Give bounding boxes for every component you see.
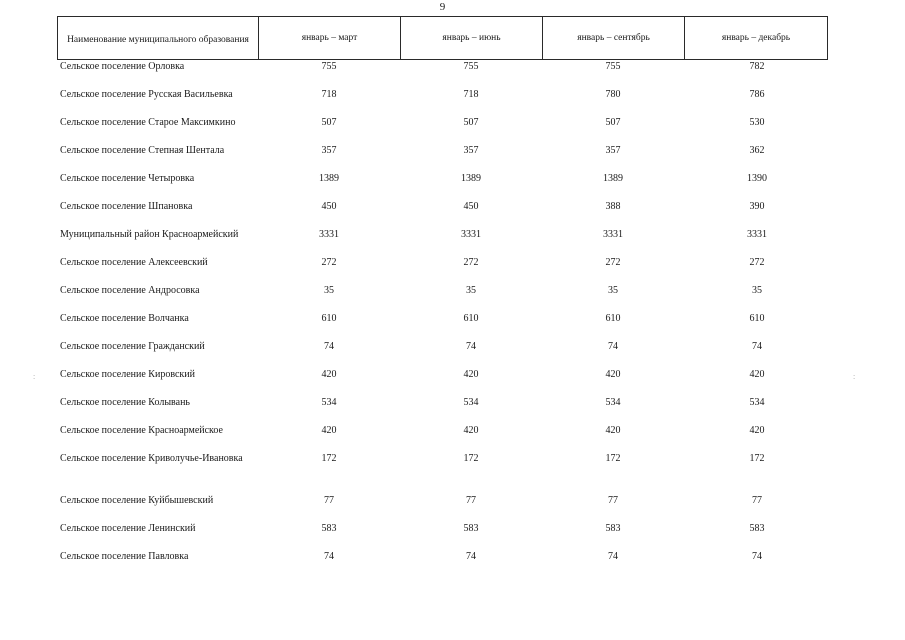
header-jan-sep: январь – сентябрь [543,17,685,59]
municipality-name: Сельское поселение Криволучье-Ивановка [60,453,243,464]
table-row [57,88,828,116]
value-cell: 755 [321,61,337,72]
header-jan-jun: январь – июнь [401,17,543,59]
value-cell: 782 [749,61,765,72]
value-cell: 3331 [319,229,339,240]
value-cell: 1389 [603,173,623,184]
value-cell: 610 [463,313,479,324]
value-cell: 272 [605,257,621,268]
value-cell: 77 [608,495,618,506]
table-row [57,228,828,256]
municipality-name: Сельское поселение Гражданский [60,341,205,352]
value-cell: 74 [324,341,334,352]
header-jan-dec: январь – декабрь [721,33,791,43]
value-cell: 1390 [747,173,767,184]
value-cell: 507 [605,117,621,128]
header-municipality: Наименование муниципального образования [58,17,259,59]
municipality-name: Сельское поселение Красноармейское [60,425,223,436]
value-cell: 74 [466,551,476,562]
page-number: 9 [439,1,446,13]
value-cell: 507 [321,117,337,128]
value-cell: 718 [321,89,337,100]
value-cell: 755 [463,61,479,72]
municipality-name: Сельское поселение Старое Максимкино [60,117,236,128]
value-cell: 172 [463,453,479,464]
value-cell: 172 [749,453,765,464]
value-cell: 35 [324,285,334,296]
value-cell: 718 [463,89,479,100]
value-cell: 420 [321,369,337,380]
value-cell: 74 [466,341,476,352]
municipality-name: Муниципальный район Красноармейский [60,229,239,240]
value-cell: 388 [605,201,621,212]
value-cell: 420 [749,369,765,380]
table-row [57,368,828,396]
value-cell: 420 [605,369,621,380]
value-cell: 755 [605,61,621,72]
value-cell: 3331 [461,229,481,240]
value-cell: 77 [752,495,762,506]
table-row [57,494,828,522]
municipality-name: Сельское поселение Степная Шентала [60,145,225,156]
value-cell: 583 [321,523,337,534]
value-cell: 362 [749,145,765,156]
value-cell: 450 [321,201,337,212]
value-cell: 786 [749,89,765,100]
table-row [57,284,828,312]
value-cell: 610 [321,313,337,324]
value-cell: 172 [605,453,621,464]
value-cell: 507 [463,117,479,128]
table-body [57,60,828,578]
value-cell: 35 [466,285,476,296]
value-cell: 74 [752,341,762,352]
statistics-table [57,16,828,578]
value-cell: 74 [752,551,762,562]
table-row [57,340,828,368]
table-row [57,396,828,424]
value-cell: 534 [321,397,337,408]
table-row [57,452,828,494]
value-cell: 272 [463,257,479,268]
table-row [57,116,828,144]
table-row [57,200,828,228]
table-header-row [57,16,828,60]
table-row [57,144,828,172]
municipality-name: Сельское поселение Волчанка [60,313,189,324]
value-cell: 390 [749,201,765,212]
value-cell: 272 [749,257,765,268]
municipality-name: Сельское поселение Андросовка [60,285,200,296]
value-cell: 420 [605,425,621,436]
value-cell: 74 [324,551,334,562]
municipality-name: Сельское поселение Четыровка [60,173,195,184]
table-row [57,522,828,550]
table-row [57,424,828,452]
value-cell: 35 [608,285,618,296]
municipality-name: Сельское поселение Русская Васильевка [60,89,233,100]
value-cell: 420 [463,369,479,380]
municipality-name: Сельское поселение Алексеевский [60,257,208,268]
municipality-name: Сельское поселение Павловка [60,551,189,562]
header-jan-mar: январь – март [259,17,401,59]
value-cell: 74 [608,341,618,352]
table-row [57,172,828,200]
municipality-name: Сельское поселение Шпановка [60,201,193,212]
value-cell: 534 [463,397,479,408]
value-cell: 420 [749,425,765,436]
value-cell: 77 [466,495,476,506]
value-cell: 534 [605,397,621,408]
value-cell: 357 [321,145,337,156]
value-cell: 1389 [461,173,481,184]
municipality-name: Сельское поселение Куйбышевский [60,495,214,506]
value-cell: 583 [463,523,479,534]
value-cell: 77 [324,495,334,506]
value-cell: 610 [749,313,765,324]
value-cell: 357 [605,145,621,156]
municipality-name: Сельское поселение Колывань [60,397,190,408]
table-row [57,256,828,284]
municipality-name: Сельское поселение Ленинский [60,523,196,534]
value-cell: 530 [749,117,765,128]
value-cell: 3331 [603,229,623,240]
table-row [57,312,828,340]
value-cell: 780 [605,89,621,100]
municipality-name: Сельское поселение Кировский [60,369,195,380]
scan-mark-right: : [853,372,856,381]
value-cell: 74 [608,551,618,562]
value-cell: 420 [321,425,337,436]
value-cell: 450 [463,201,479,212]
value-cell: 272 [321,257,337,268]
value-cell: 35 [752,285,762,296]
value-cell: 583 [605,523,621,534]
scan-mark-left: : [33,372,36,381]
value-cell: 357 [463,145,479,156]
table-row [57,550,828,578]
value-cell: 534 [749,397,765,408]
value-cell: 172 [321,453,337,464]
value-cell: 610 [605,313,621,324]
table-row [57,60,828,88]
municipality-name: Сельское поселение Орловка [60,61,185,72]
value-cell: 420 [463,425,479,436]
value-cell: 1389 [319,173,339,184]
value-cell: 583 [749,523,765,534]
value-cell: 3331 [747,229,767,240]
